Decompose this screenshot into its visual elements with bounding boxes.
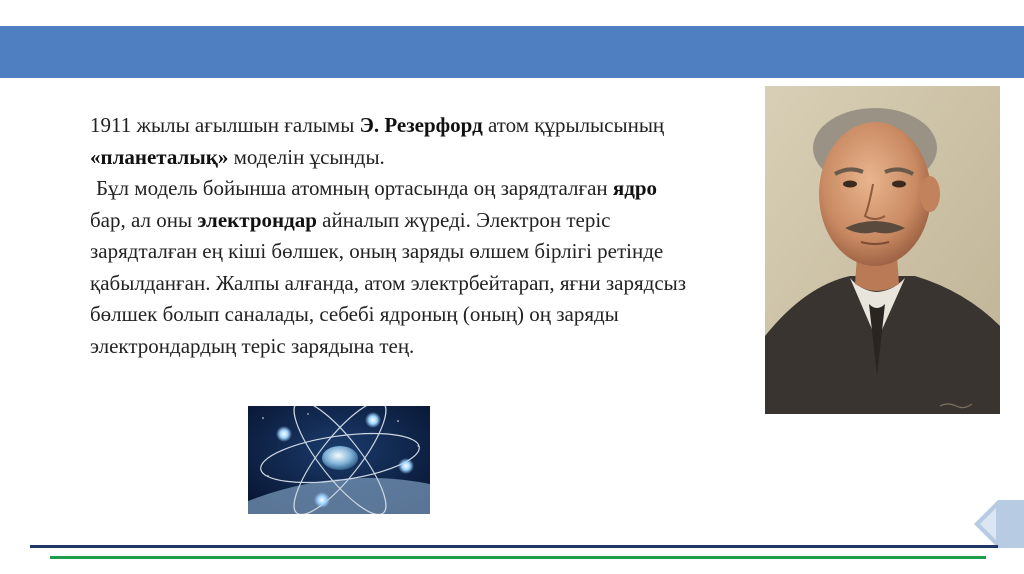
atom-model-image (248, 406, 430, 514)
footer-divider-green (50, 556, 986, 559)
text-run: моделін ұсынды. (228, 144, 385, 169)
body-text (90, 110, 690, 362)
paragraph-1 (90, 110, 690, 173)
bold-nucleus: ядро (612, 176, 658, 200)
corner-nav-arrow-icon[interactable] (966, 500, 1024, 548)
portrait-painting (765, 86, 1000, 414)
footer-divider-navy (30, 545, 998, 548)
text-run: айналып жүреді. Электрон теріс зарядталған ең кіші бөлшек, оның заряды өлшем бірлігі ретінде қабылданған. Жалпы алғанда, атом электрбейтарап, яғни зарядсыз бөлшек болып саналады, себебі ядроның (оның) оң заряды электрондардың теріс зарядына тең. (90, 207, 687, 358)
portrait-image (765, 86, 1000, 414)
header-band (0, 26, 1024, 78)
paragraph-2 (90, 173, 690, 362)
atom-model-graphic (248, 406, 430, 514)
text-run: 1911 жылы ағылшын ғалымы (90, 113, 360, 137)
text-run: Бұл модель бойынша атомның ортасында оң зарядталған (96, 176, 613, 200)
bold-planetary: «планеталық» (90, 144, 229, 169)
bold-electrons: электрондар (197, 207, 317, 232)
bold-name-rutherford: Э. Резерфорд (359, 113, 483, 137)
text-run: бар, ал оны (90, 207, 198, 232)
text-run: атом құрылысының (482, 113, 665, 137)
